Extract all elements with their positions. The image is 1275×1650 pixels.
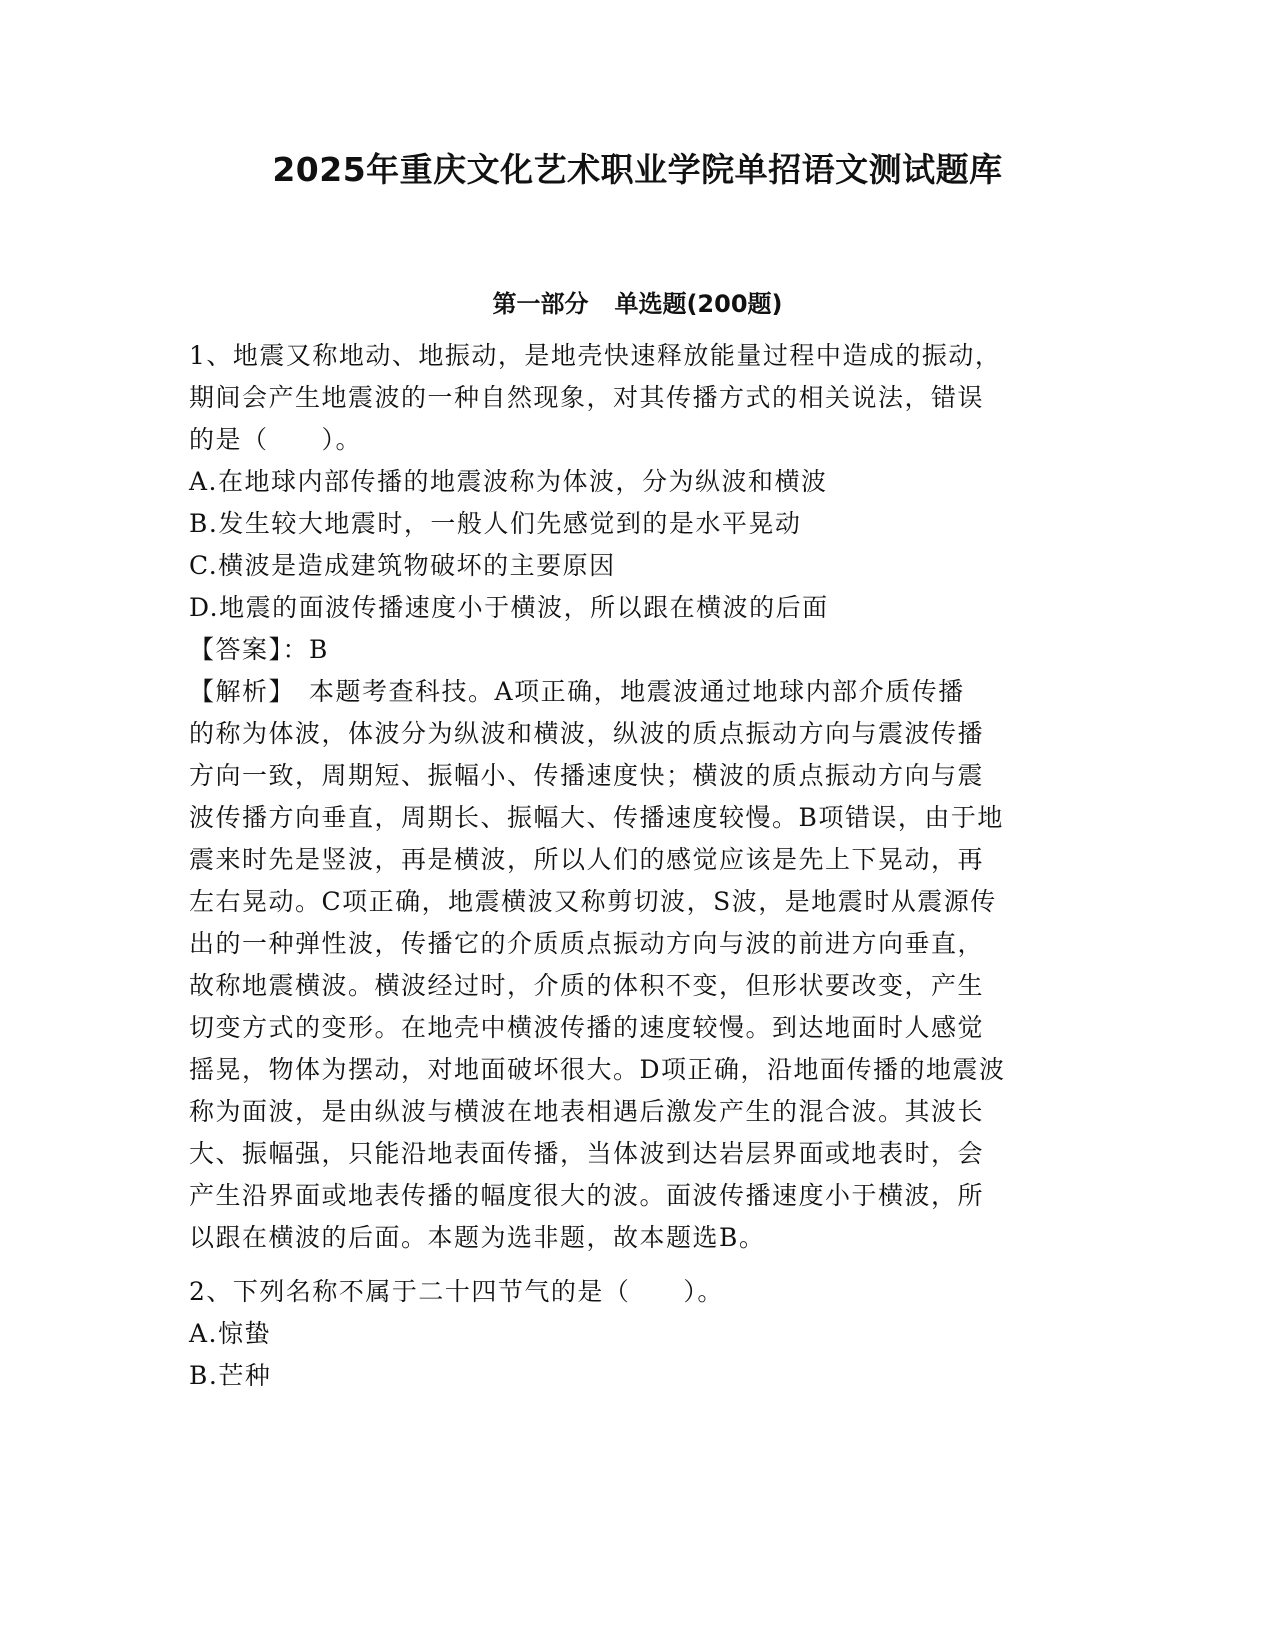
section-heading [0, 286, 1275, 322]
analysis-line: 方向一致，周期短、振幅小、传播速度快；横波的质点振动方向与震 [189, 761, 985, 790]
answer-label: 【答案】： [189, 635, 310, 664]
analysis-line: 震来时先是竖波，再是横波，所以人们的感觉应该是先上下晃动，再 [189, 845, 985, 874]
answer-line [189, 629, 1084, 671]
analysis-line: 左右晃动。C项正确，地震横波又称剪切波，S波，是地震时从震源传 [189, 887, 997, 916]
question-list [189, 335, 1084, 1397]
question-2-stem [189, 1271, 1084, 1313]
option-b: B.发生较大地震时，一般人们先感觉到的是水平晃动 [189, 509, 802, 538]
question-1-options [189, 461, 1084, 629]
analysis-line: 故称地震横波。横波经过时，介质的体积不变，但形状要改变，产生 [189, 971, 985, 1000]
option-a: A.在地球内部传播的地震波称为体波，分为纵波和横波 [189, 467, 828, 496]
answer-value: B [309, 635, 329, 664]
option-b: B.芒种 [189, 1361, 272, 1390]
question-separator [189, 1259, 1084, 1271]
analysis-line: 摇晃，物体为摆动，对地面破坏很大。D项正确，沿地面传播的地震波 [189, 1055, 1006, 1084]
analysis-label: 【解析】 [189, 677, 283, 706]
section-name-label: 单选题(200题) [614, 290, 783, 318]
analysis-line [189, 671, 1084, 713]
analysis-line: 产生沿界面或地表传播的幅度很大的波。面波传播速度小于横波，所 [189, 1181, 985, 1210]
analysis-line: 出的一种弹性波，传播它的介质质点振动方向与波的前进方向垂直， [189, 929, 985, 958]
analysis-line: 称为面波，是由纵波与横波在地表相遇后激发产生的混合波。其波长 [189, 1097, 985, 1126]
question-stem-line: 2、下列名称不属于二十四节气的是（ ）。 [189, 1277, 724, 1306]
analysis-line: 的称为体波，体波分为纵波和横波，纵波的质点振动方向与震波传播 [189, 719, 985, 748]
section-part-label: 第一部分 [492, 290, 589, 318]
question-2-options [189, 1313, 1084, 1397]
question-stem-line: 1、地震又称地动、地振动，是地壳快速释放能量过程中造成的振动， [189, 341, 1002, 370]
question-2 [189, 1271, 1084, 1397]
option-c: C.横波是造成建筑物破坏的主要原因 [189, 551, 616, 580]
analysis-text: 本题考查科技。A项正确，地震波通过地球内部介质传播 [282, 677, 965, 706]
question-1 [189, 335, 1084, 1259]
analysis-line: 波传播方向垂直，周期长、振幅大、传播速度较慢。B项错误，由于地 [189, 803, 1004, 832]
question-stem-line: 的是（ ）。 [189, 425, 363, 454]
option-a: A.惊蛰 [189, 1319, 272, 1348]
analysis-line: 切变方式的变形。在地壳中横波传播的速度较慢。到达地面时人感觉 [189, 1013, 985, 1042]
question-stem-line: 期间会产生地震波的一种自然现象，对其传播方式的相关说法，错误 [189, 383, 985, 412]
option-d: D.地震的面波传播速度小于横波，所以跟在横波的后面 [189, 593, 829, 622]
analysis-line: 大、振幅强，只能沿地表面传播，当体波到达岩层界面或地表时，会 [189, 1139, 985, 1168]
question-1-stem [189, 335, 1084, 461]
document-title: 2025年重庆文化艺术职业学院单招语文测试题库 [272, 150, 1003, 189]
analysis-block [189, 671, 1084, 1259]
analysis-line: 以跟在横波的后面。本题为选非题，故本题选B。 [189, 1223, 766, 1252]
